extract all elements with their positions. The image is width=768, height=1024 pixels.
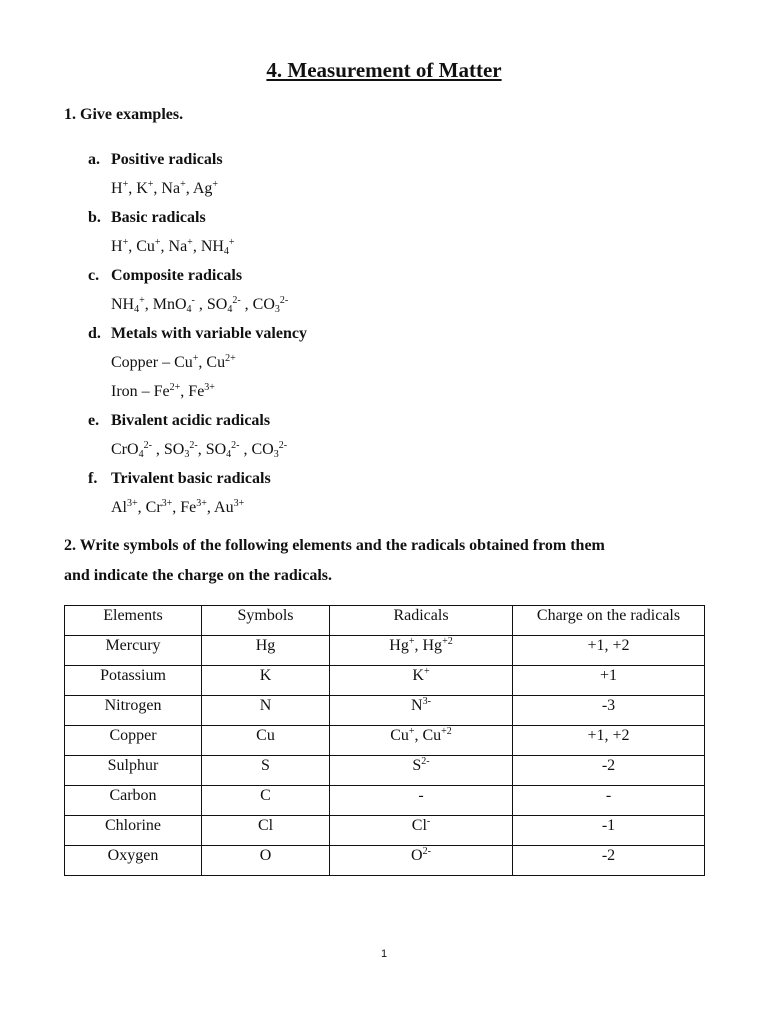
superscript: 2-	[279, 295, 289, 306]
superscript: 2-	[278, 440, 288, 451]
example-item-formula: Iron – $Fe^{2+}$, $Fe^{3+}$	[111, 382, 215, 400]
example-item-title: Basic radicals	[111, 208, 206, 226]
question-1-heading: 1. Give examples.	[64, 106, 184, 123]
superscript: +	[154, 237, 161, 248]
element-cell: Carbon	[65, 786, 202, 816]
subscript: 4	[226, 449, 232, 460]
superscript: +	[180, 179, 186, 190]
subscript: 3	[273, 449, 279, 460]
superscript: +	[187, 237, 193, 248]
subscript: 4	[227, 304, 233, 315]
symbol-cell: Cu	[202, 726, 330, 756]
symbol-cell: Cl	[202, 816, 330, 846]
example-item	[88, 145, 688, 203]
example-item	[88, 406, 688, 464]
table-row	[65, 786, 705, 816]
subscript: 3	[274, 304, 280, 315]
example-item-title: Metals with variable valency	[111, 324, 307, 342]
example-item-title: Composite radicals	[111, 266, 243, 284]
charge-cell: +1, +2	[513, 636, 705, 666]
table-row	[65, 846, 705, 876]
symbol-cell: K	[202, 666, 330, 696]
charge-cell: -2	[513, 846, 705, 876]
subscript: 3	[184, 449, 190, 460]
superscript: -	[191, 295, 195, 306]
symbol-cell: C	[202, 786, 330, 816]
superscript: +	[228, 237, 235, 248]
example-item-heading	[88, 145, 688, 174]
example-item-letter: f.	[88, 469, 98, 487]
superscript: 2-	[421, 756, 430, 767]
charge-cell: -	[513, 786, 705, 816]
superscript: 3+	[196, 498, 207, 509]
example-item-formula: H+, K+, Na+, Ag+	[111, 179, 219, 197]
example-item-formula: $Al^{3+}$, $Cr^{3+}$, $Fe^{3+}$, $Au^{3+}$	[111, 498, 245, 516]
table-row	[65, 666, 705, 696]
symbol-cell: O	[202, 846, 330, 876]
example-item-heading	[88, 464, 688, 493]
header-elements: Elements	[65, 606, 202, 636]
charge-cell: -2	[513, 756, 705, 786]
subscript: 4	[138, 449, 144, 460]
example-item-title: Bivalent acidic radicals	[111, 411, 271, 429]
superscript: 3+	[127, 498, 138, 509]
superscript: +	[212, 179, 219, 190]
example-item	[88, 261, 688, 319]
example-item-letter: b.	[88, 208, 101, 226]
radical-cell: $O^{2-}$	[330, 846, 513, 876]
symbol-cell: S	[202, 756, 330, 786]
radical-cell: $N^{3-}$	[330, 696, 513, 726]
table-row	[65, 816, 705, 846]
example-item-letter: a.	[88, 150, 100, 168]
example-item-heading	[88, 203, 688, 232]
charge-cell: -3	[513, 696, 705, 726]
element-cell: Oxygen	[65, 846, 202, 876]
radical-cell: K+	[330, 666, 513, 696]
superscript: +	[192, 353, 199, 364]
superscript: 2+	[225, 353, 236, 364]
element-cell: Sulphur	[65, 756, 202, 786]
table-row	[65, 726, 705, 756]
example-item-heading	[88, 406, 688, 435]
charge-cell: +1, +2	[513, 726, 705, 756]
header-charge: Charge on the radicals	[513, 606, 705, 636]
element-cell: Nitrogen	[65, 696, 202, 726]
header-radicals: Radicals	[330, 606, 513, 636]
example-item-formula: Copper – Cu+, $Cu^{2+}$	[111, 353, 236, 371]
example-item	[88, 464, 688, 522]
symbol-cell: N	[202, 696, 330, 726]
element-cell: Mercury	[65, 636, 202, 666]
superscript: +	[423, 666, 430, 677]
radical-cell: Cl-	[330, 816, 513, 846]
superscript: 2-	[189, 440, 198, 451]
table-row	[65, 636, 705, 666]
page-title: 4. Measurement of Matter	[266, 58, 502, 82]
example-item-title: Positive radicals	[111, 150, 223, 168]
superscript: +	[408, 636, 415, 647]
radical-cell: Cu+, $Cu^{+2}$	[330, 726, 513, 756]
table-row	[65, 756, 705, 786]
example-item-formula: $NH_4^+$, MnO$_4$- , $SO_4^{2-}$ , $CO_3^{2-}$	[111, 295, 289, 315]
element-cell: Chlorine	[65, 816, 202, 846]
question-2-heading-line-1: 2. Write symbols of the following elements and the radicals obtained from them	[64, 537, 605, 554]
example-item-formula: H+, Cu+, Na+, $NH_4^+$	[111, 237, 235, 257]
header-symbols: Symbols	[202, 606, 330, 636]
superscript: +	[122, 237, 129, 248]
radical-cell: $S^{2-}$	[330, 756, 513, 786]
question-2-heading-line-2: and indicate the charge on the radicals.	[64, 567, 332, 584]
superscript: 2-	[143, 440, 152, 451]
superscript: +	[147, 179, 154, 190]
superscript: 2-	[232, 295, 241, 306]
superscript: +	[408, 726, 415, 737]
superscript: 3+	[233, 498, 245, 509]
charge-cell: -1	[513, 816, 705, 846]
example-item	[88, 203, 688, 261]
examples-list	[88, 145, 688, 522]
example-item-letter: c.	[88, 266, 100, 284]
superscript: 3+	[204, 382, 215, 393]
example-item-heading	[88, 319, 688, 348]
example-item-heading	[88, 261, 688, 290]
superscript: 2-	[231, 440, 240, 451]
charge-cell: +1	[513, 666, 705, 696]
subscript: 4	[223, 246, 229, 257]
example-item-letter: d.	[88, 324, 101, 342]
superscript: +2	[441, 726, 452, 737]
superscript: 3-	[422, 696, 431, 707]
superscript: +2	[442, 636, 453, 647]
table-header-row	[65, 606, 705, 636]
example-item-title: Trivalent basic radicals	[111, 469, 271, 487]
page-number: 1	[380, 948, 388, 960]
superscript: -	[426, 816, 431, 827]
subscript: 4	[134, 304, 140, 315]
table-row	[65, 696, 705, 726]
element-cell: Potassium	[65, 666, 202, 696]
example-item-letter: e.	[88, 411, 100, 429]
example-item-formula: CrO$_4^{2-}$ , $SO_3^{2-}$, $SO_4^{2-}$ , $CO_3^{2-}$	[111, 440, 288, 460]
symbol-cell: Hg	[202, 636, 330, 666]
radical-cell: Hg+, $Hg^{+2}$	[330, 636, 513, 666]
superscript: 2-	[422, 846, 431, 857]
superscript: +	[139, 295, 145, 306]
element-cell: Copper	[65, 726, 202, 756]
superscript: 2+	[169, 382, 181, 393]
superscript: +	[122, 179, 129, 190]
radicals-table	[64, 605, 705, 876]
table-body	[65, 636, 705, 876]
example-item	[88, 319, 688, 406]
radical-cell: -	[330, 786, 513, 816]
subscript: 4	[186, 304, 192, 315]
superscript: 3+	[161, 498, 173, 509]
